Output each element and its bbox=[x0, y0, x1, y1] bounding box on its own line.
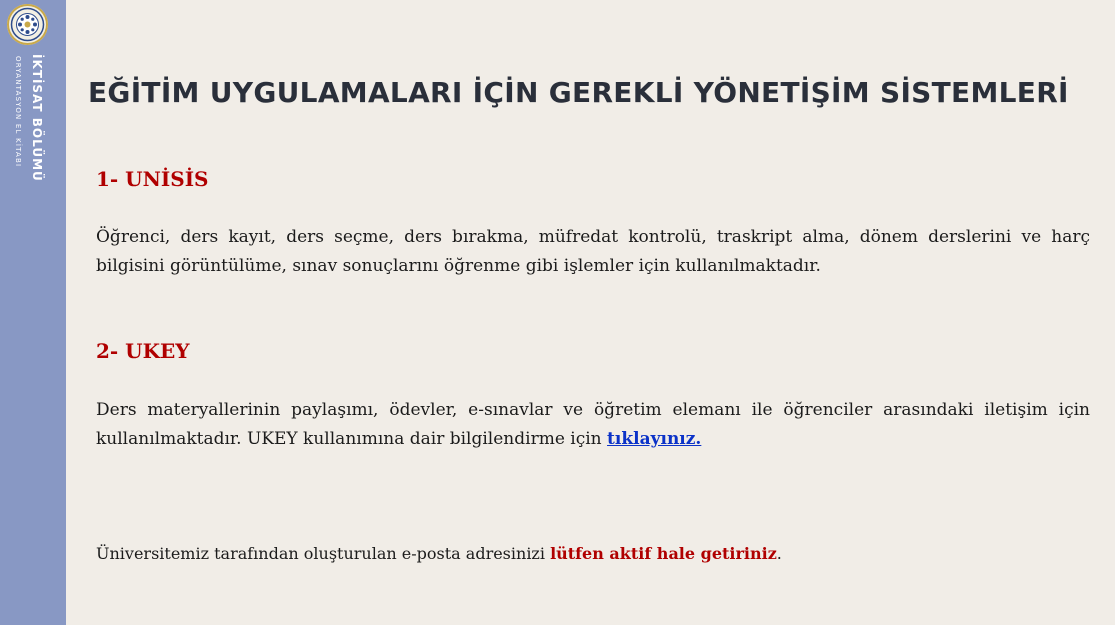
sidebar bbox=[0, 0, 66, 625]
section-heading-unisis: 1- UNİSİS bbox=[96, 167, 209, 191]
email-notice-highlight: lütfen aktif hale getiriniz bbox=[550, 544, 777, 563]
ukey-description: Ders materyallerinin paylaşımı, ödevler, e-sınavlar ve öğretim elemanı ile öğrenciler arasındaki iletişim için kullanılmaktadır. bbox=[96, 400, 1090, 449]
email-notice-end: . bbox=[776, 544, 782, 563]
section-text-unisis: Öğrenci, ders kayıt, ders seçme, ders bırakma, müfredat kontrolü, traskript alma, dönem derslerini ve harç bilgisini görüntülüme, sınav sonuçlarını öğrenme gibi işlemler için kullanılmaktadır. bbox=[96, 227, 1090, 276]
ukey-info-link[interactable]: tıklayınız. bbox=[607, 429, 702, 449]
university-seal-icon bbox=[7, 4, 48, 45]
page-title: EĞİTİM UYGULAMALARI İÇİN GEREKLİ YÖNETİŞİM SİSTEMLERİ bbox=[88, 76, 1069, 109]
handbook-label: ORYANTASYON EL KİTABI bbox=[14, 56, 22, 168]
department-label: İKTİSAT BÖLÜMÜ bbox=[30, 54, 44, 182]
section-heading-ukey: 2- UKEY bbox=[96, 339, 190, 363]
ukey-info-text: UKEY kullanımına dair bilgilendirme için bbox=[241, 429, 608, 449]
section-text-ukey bbox=[96, 396, 1090, 454]
email-notice bbox=[96, 542, 1096, 566]
email-notice-text: Üniversitemiz tarafından oluşturulan e-posta adresinizi bbox=[96, 544, 551, 563]
